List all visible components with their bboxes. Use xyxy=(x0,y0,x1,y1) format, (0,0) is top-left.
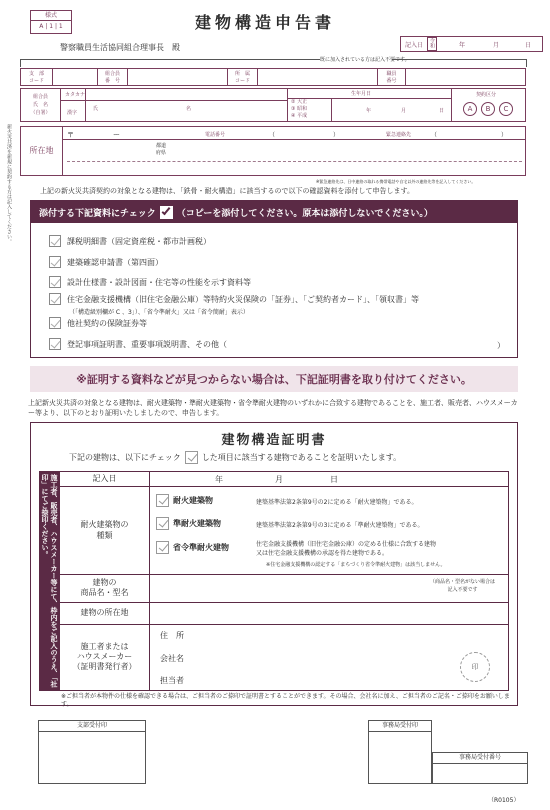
pref-label: 都道 xyxy=(156,143,167,149)
cert-day-label: 日 xyxy=(330,475,338,484)
branch-code-label: 支 部 コード xyxy=(21,69,53,85)
era-label: 令和 xyxy=(427,37,437,51)
kanji-label: 漢字 xyxy=(67,110,78,116)
form-code: A | 1 | 1 xyxy=(39,23,63,30)
attach-item-label: 建築確認申請書（第四面） xyxy=(67,257,163,267)
entry-date-label: 記入日 xyxy=(404,41,423,49)
certificate xyxy=(30,422,518,706)
office-stamp-box xyxy=(368,720,432,784)
issuer-address-label: 住 所 xyxy=(160,631,184,640)
type-name: 耐火建築物 xyxy=(173,496,213,505)
instruction-text-1: 下記の建物は、以下にチェック xyxy=(69,453,181,462)
attach-item-design-docs[interactable] xyxy=(49,276,251,288)
checkbox-icon[interactable] xyxy=(156,517,169,530)
cert-year-label: 年 xyxy=(215,475,223,484)
branch-stamp-box xyxy=(38,720,146,784)
branch-stamp-label: 支部受付印 xyxy=(39,721,145,732)
type-desc: 建築基準法第2条第9号の2に定める「耐火建築物」である。 xyxy=(256,499,418,506)
warning-text: ※証明する資料などが見つからない場合は、下記証明書を取り付けてください。 xyxy=(76,373,472,386)
staff-number-input[interactable] xyxy=(406,69,525,85)
attach-section xyxy=(30,200,518,358)
member-number-label: 組合員 番 号 xyxy=(98,69,128,85)
issuer-company-label: 会社名 xyxy=(160,654,184,663)
kana-label: カタカナ xyxy=(65,92,86,98)
certificate-table xyxy=(59,471,509,691)
type-desc: 住宅金融支援機構（旧住宅金融公庫）の定める仕様に合致する建物 又は住宅金融支援機構の承認を得た建物である。 xyxy=(256,541,437,557)
era-options xyxy=(291,99,307,120)
name-label: 組合員 氏 名 （自署） xyxy=(21,89,61,121)
contract-option-a[interactable]: A xyxy=(463,102,477,116)
type-note: ※住宅金融支援機構の認定する「まちづくり省令準耐火建物」は該当しません。 xyxy=(266,562,446,568)
location-input[interactable] xyxy=(152,604,506,622)
era-taisho[interactable]: ② 大正 xyxy=(291,99,308,105)
seal-label: 印 xyxy=(471,663,479,671)
checkbox-icon[interactable] xyxy=(156,541,169,554)
phone-paren-open: （ xyxy=(269,132,276,139)
cert-type-label: 耐火建築物の 種類 xyxy=(60,486,150,574)
checkbox-icon[interactable] xyxy=(49,256,61,268)
form-version: （R0105） xyxy=(488,797,520,804)
address-input[interactable] xyxy=(65,141,523,173)
attach-item-label: 登記事項証明書、重要事項説明書、その他（ xyxy=(67,339,227,349)
checkbox-icon[interactable] xyxy=(49,293,61,305)
type-name: 省令準耐火建物 xyxy=(173,543,229,552)
attach-item-other-policy[interactable] xyxy=(49,317,147,329)
attach-item-label: 住宅金融支援機構（旧住宅金融公庫）等特約火災保険の「証券」、「ご契約者カード」、「領収書」等 xyxy=(67,294,419,304)
form-label: 様式 xyxy=(31,11,71,21)
attach-banner-text: 添付する下記資料にチェック xyxy=(39,208,156,219)
office-number-box xyxy=(432,752,528,784)
applicant-name-row xyxy=(20,88,526,122)
contract-options xyxy=(461,102,515,116)
surname-label: 氏 xyxy=(93,106,99,112)
location-label: 建物の所在地 xyxy=(60,602,150,624)
attach-item-tax[interactable] xyxy=(49,235,211,247)
registered-note: 既に加入されている方は記入不要です。 xyxy=(320,57,410,63)
emergency-label: 緊急連絡先 xyxy=(386,132,412,138)
address-label: 所在地 xyxy=(21,127,63,175)
recipient: 警察職員生活協同組合理事長 殿 xyxy=(60,43,180,52)
checkbox-icon[interactable] xyxy=(156,494,169,507)
side-label-text: 施工者、販売者、ハウスメーカー等にて、枠内をご記入のうえ、「社印」にてご捺印ください。 xyxy=(41,474,58,688)
member-number-input[interactable] xyxy=(128,69,228,85)
type-desc: 建築基準法第2条第9号の3に定める「準耐火建築物」である。 xyxy=(256,522,424,529)
office-stamp-label: 事務局受付印 xyxy=(369,721,431,732)
attach-item-label: 他社契約の保険証券等 xyxy=(67,318,147,328)
contract-label: 契約区分 xyxy=(476,92,497,98)
banner-check-icon xyxy=(160,206,173,219)
phone-label: 電話番号 xyxy=(205,132,226,138)
birth-year-label: 年 xyxy=(366,108,372,114)
certificate-side-label xyxy=(39,471,59,691)
checkbox-icon[interactable] xyxy=(49,276,61,288)
birthdate-label: 生年月日 xyxy=(351,91,372,97)
certificate-footnote: ※ご担当者が本物件の仕様を確認できる場合は、ご担当者のご捺印で証明書とすることができます。その場合、会社名に加え、ご担当者のご記名・ご捺印をお願いします。 xyxy=(61,693,510,708)
checkbox-icon[interactable] xyxy=(49,338,61,350)
branch-code-input[interactable] xyxy=(53,69,98,85)
certificate-title: 建物構造証明書 xyxy=(221,433,327,448)
product-note: （商品名・型名がない場合は 記入不要です xyxy=(430,579,496,593)
address-block xyxy=(20,126,526,176)
era-heisei[interactable]: ④ 平成 xyxy=(291,113,308,119)
attach-item-insurance-sub: （「構造級別欄が C 、3」）、「省令準耐火」又は「省令簡耐」表示） xyxy=(69,309,249,316)
phone-paren-close: ） xyxy=(333,132,340,139)
contract-option-c[interactable]: C xyxy=(499,102,513,116)
attach-banner-note: （コピーを添付してください。原本は添付しないでください。） xyxy=(176,208,433,219)
issuer-label: 施工者または ハウスメーカー （証明書発行者） xyxy=(60,624,150,690)
side-note: 新火災共済を新規に契約する方は記入してください。 xyxy=(6,124,12,244)
affiliation-code-input[interactable] xyxy=(258,69,378,85)
applicant-code-row xyxy=(20,68,526,86)
document-title: 建物構造申告書 xyxy=(195,13,336,32)
form-id-box xyxy=(30,10,72,34)
cert-type-ministerial[interactable] xyxy=(156,541,229,554)
cert-intro: 上記新火災共済の対象となる建物は、耐火建築物・準耐火建築物・省令準耐火建物のいずれかに合致する建物であることを、施工者、販売者、ハウスメーカー等より、以下のとおり証明いたしましたので、申告します。 xyxy=(28,399,518,417)
intro-text: 上記の新火災共済契約の対象となる建物は、「鉄骨・耐火構造」に該当するので以下の確認資料を添付して申告します。 xyxy=(40,187,414,195)
affiliation-code-label: 所 属 コード xyxy=(228,69,258,85)
type-name: 準耐火建築物 xyxy=(173,519,221,528)
product-label: 建物の 商品名・型名 xyxy=(60,574,150,602)
checkbox-icon[interactable] xyxy=(49,317,61,329)
issuer-person-label: 担当者 xyxy=(160,676,184,685)
checkbox-icon[interactable] xyxy=(49,235,61,247)
contract-option-b[interactable]: B xyxy=(481,102,495,116)
year-label: 年 xyxy=(459,41,466,49)
cert-date-label: 記入日 xyxy=(60,472,150,486)
product-input[interactable] xyxy=(152,576,422,600)
office-number-label: 事務局受付番号 xyxy=(433,753,527,764)
postal-dash: ー xyxy=(113,131,120,139)
attach-banner xyxy=(31,201,517,223)
attach-item-registry[interactable] xyxy=(49,338,227,350)
day-label: 日 xyxy=(525,41,532,49)
month-label: 月 xyxy=(493,41,500,49)
emergency-paren-open: （ xyxy=(431,132,438,139)
staff-number-label: 職員 番号 xyxy=(378,69,406,85)
certificate-instruction xyxy=(69,451,401,464)
warning-banner xyxy=(30,366,518,392)
emergency-footnote: ※緊急連絡先は、日中連絡の取れる携帯電話や自宅以外の連絡先等を記入してください。 xyxy=(316,179,476,184)
cert-type-semi-fireproof[interactable] xyxy=(156,517,221,530)
attach-item-label: 課税明細書（固定資産税・都市計画税） xyxy=(67,236,211,246)
birth-month-label: 月 xyxy=(401,108,407,114)
attach-item-insurance[interactable] xyxy=(49,293,419,305)
instruction-text-2: した項目に該当する建物であることを証明いたします。 xyxy=(201,453,402,462)
attach-item-registry-close: ） xyxy=(497,341,505,350)
birth-day-label: 日 xyxy=(439,108,445,114)
cert-month-label: 月 xyxy=(275,475,283,484)
seal-circle[interactable] xyxy=(460,652,490,682)
cert-type-fireproof[interactable] xyxy=(156,494,213,507)
emergency-paren-close: ） xyxy=(501,132,508,139)
attach-item-label: 設計仕様書・設計図面・住宅等の性能を示す資料等 xyxy=(67,277,251,287)
given-name-label: 名 xyxy=(186,106,192,112)
attach-item-building-confirmation[interactable] xyxy=(49,256,163,268)
pref-label-2: 府県 xyxy=(156,150,167,156)
era-showa[interactable]: ③ 昭和 xyxy=(291,106,308,112)
postal-mark: 〒 xyxy=(67,131,74,139)
entry-date-box xyxy=(400,36,543,52)
check-example-icon xyxy=(185,451,198,464)
